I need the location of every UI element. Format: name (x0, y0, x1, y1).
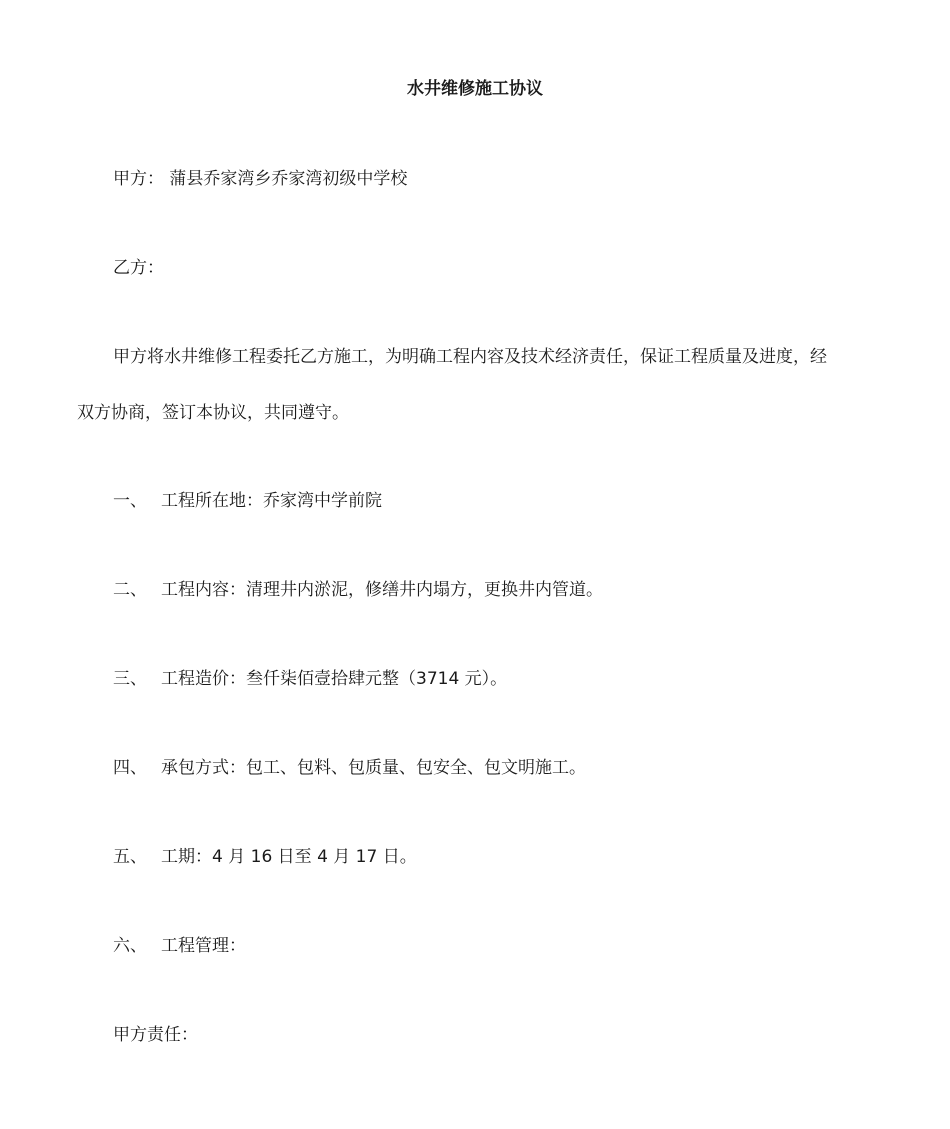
clause-text: 工程内容：清理井内淤泥，修缮井内塌方，更换井内管道。 (161, 580, 603, 600)
clause-text: 工期：4 月 16 日至 4 月 17 日。 (161, 847, 417, 867)
party-a-line: 甲方： 蒲县乔家湾乡乔家湾初级中学校 (113, 169, 408, 189)
clause-number: 三、 (113, 669, 147, 689)
party-a-duty-heading: 甲方责任： (113, 1025, 198, 1045)
intro-paragraph-line-2: 双方协商，签订本协议，共同遵守。 (77, 403, 349, 423)
clause-number: 六、 (113, 936, 147, 956)
clause-text: 工程所在地：乔家湾中学前院 (161, 491, 382, 511)
clause-2 (113, 578, 603, 602)
intro-paragraph-line-1: 甲方将水井维修工程委托乙方施工，为明确工程内容及技术经济责任，保证工程质量及进度，经 (113, 347, 827, 367)
clause-number: 一、 (113, 491, 147, 511)
clause-text: 工程造价：叁仟柒佰壹拾肆元整（3714 元）。 (161, 669, 508, 689)
clause-5 (113, 845, 417, 869)
clause-number: 二、 (113, 580, 147, 600)
clause-number: 四、 (113, 758, 147, 778)
clause-1 (113, 489, 382, 513)
clause-4 (113, 756, 586, 780)
party-b-line: 乙方： (113, 258, 164, 278)
clause-3 (113, 667, 507, 691)
clause-text: 工程管理： (161, 936, 246, 956)
document-title: 水井维修施工协议 (407, 79, 543, 99)
clause-number: 五、 (113, 847, 147, 867)
clause-text: 承包方式：包工、包料、包质量、包安全、包文明施工。 (161, 758, 586, 778)
clause-6 (113, 934, 246, 958)
